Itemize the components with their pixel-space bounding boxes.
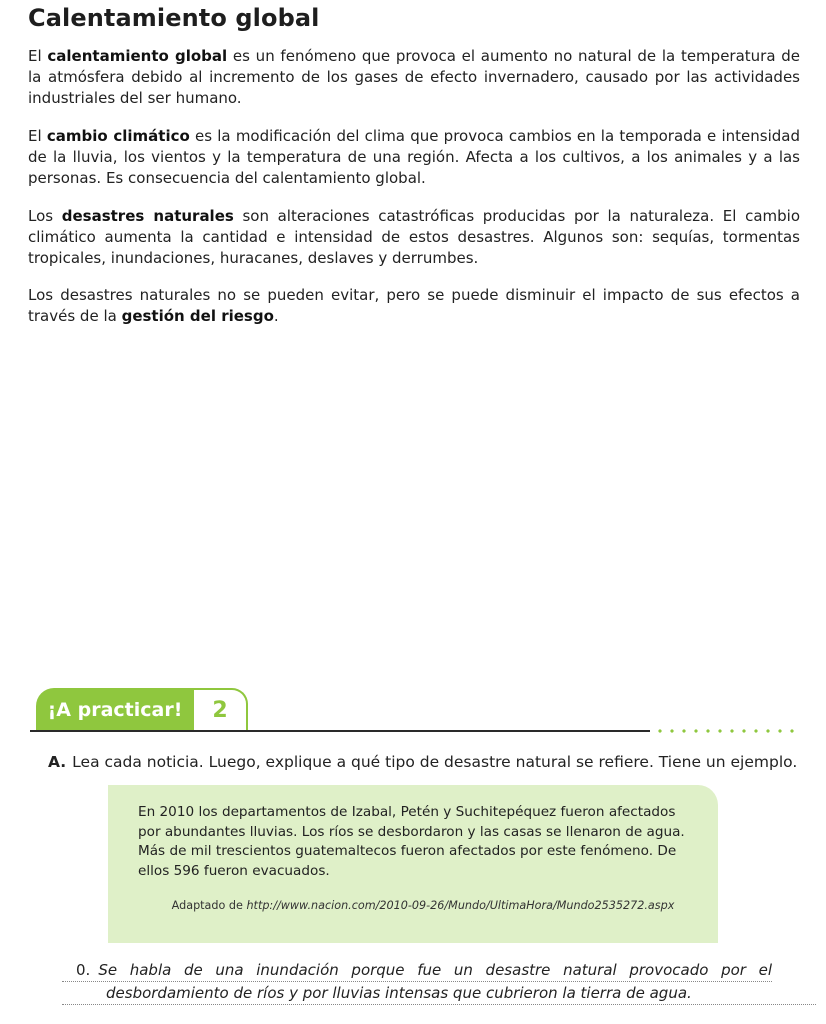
practice-divider: [30, 730, 650, 732]
page-title: Calentamiento global: [28, 4, 320, 32]
answer-line-2[interactable]: [62, 983, 816, 1005]
practice-header: [30, 686, 800, 738]
p4-before: Los desastres naturales no se pueden evitar, pero se puede disminuir el impacto de sus efectos a través de la: [28, 286, 800, 325]
answer-line-1[interactable]: [62, 960, 772, 982]
news-box: [108, 785, 718, 943]
p3-after: son alteraciones catastróficas producidas por la naturaleza. El cambio climático aumenta la cantidad e intensidad de estos desastres. Algunos son: sequías, tormentas tropicales, inundaciones, huracanes, deslaves y derrumbes.: [28, 207, 800, 267]
answer-number: 0.: [76, 961, 91, 979]
practice-number: 2: [194, 688, 248, 732]
term-gestion-riesgo: gestión del riesgo: [121, 307, 274, 325]
term-cambio-climatico: cambio climático: [46, 127, 190, 145]
news-source-url: http://www.nacion.com/2010-09-26/Mundo/UltimaHora/Mundo2535272.aspx: [246, 899, 675, 912]
p2-before: El: [28, 127, 47, 145]
paragraph-calentamiento-global: [28, 46, 800, 109]
p3-before: Los: [28, 207, 62, 225]
p1-before: El: [28, 47, 48, 65]
term-desastres-naturales: desastres naturales: [61, 207, 234, 225]
p1-after: es un fenómeno que provoca el aumento no natural de la temperatura de la atmósfera debido al incremento de los gases de efecto invernadero, causado por las actividades industriales del ser humano.: [28, 47, 801, 107]
term-calentamiento-global: calentamiento global: [47, 47, 228, 65]
paragraph-gestion-riesgo: [28, 285, 800, 327]
exercise-instruction-text: Lea cada noticia. Luego, explique a qué tipo de desastre natural se refiere. Tiene un ejemplo.: [72, 753, 798, 771]
answer-text-2: desbordamiento de ríos y por lluvias intensas que cubrieron la tierra de agua.: [106, 984, 692, 1002]
paragraph-cambio-climatico: [28, 126, 800, 189]
practice-tab-label: ¡A practicar!: [36, 688, 194, 732]
practice-dotted-divider: [654, 729, 800, 733]
exercise-instruction: [48, 751, 797, 773]
exercise-letter: A.: [48, 753, 67, 771]
p4-after: .: [273, 307, 279, 325]
news-source: [138, 899, 694, 912]
news-source-prefix: Adaptado de: [171, 899, 247, 912]
news-text: En 2010 los departamentos de Izabal, Petén y Suchitepéquez fueron afectados por abundantes lluvias. Los ríos se desbordaron y las casas se llenaron de agua. Más de mil trescientos guatemaltecos fueron afectados por este fenómeno. De ellos 596 fueron evacuados.: [138, 804, 685, 879]
p2-after: es la modificación del clima que provoca cambios en la temporada e intensidad de la lluvia, los vientos y la temperatura de una región. Afecta a los cultivos, a los animales y a las personas. Es consecuencia del calentamiento global.: [28, 127, 800, 187]
paragraph-desastres-naturales: [28, 206, 800, 269]
answer-text-1: Se habla de una inundación porque fue un desastre natural provocado por el: [98, 961, 772, 979]
